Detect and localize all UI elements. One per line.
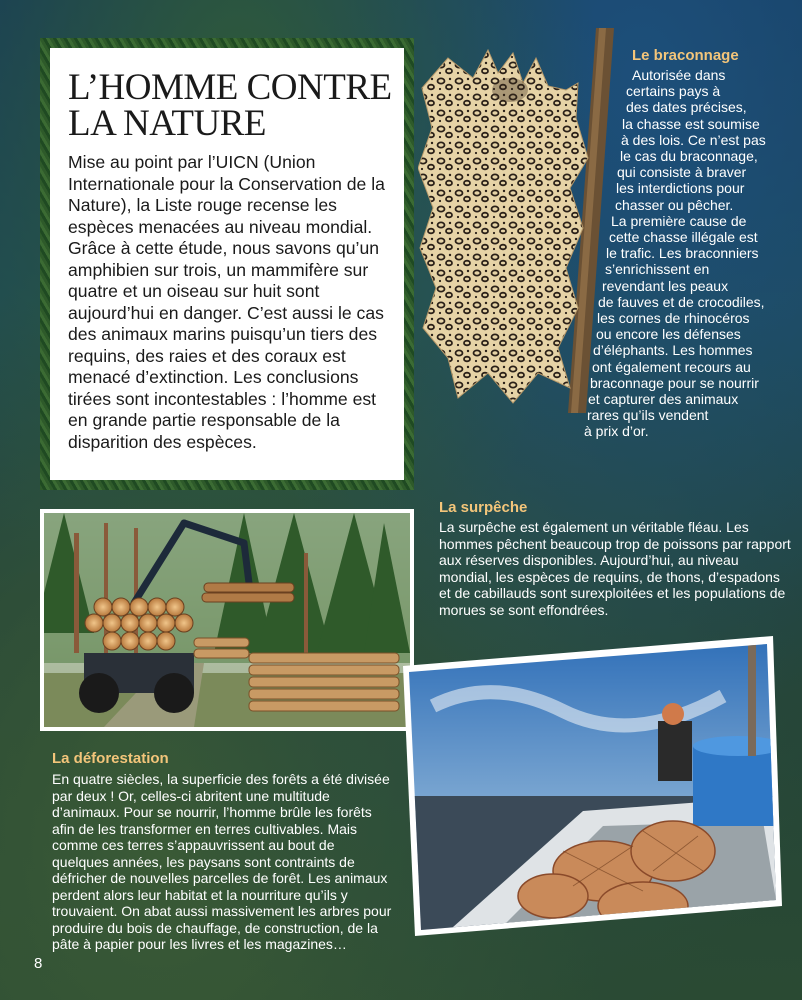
braconnage-line: braconnage pour se nourrir bbox=[590, 374, 759, 391]
title-line-2: LA NATURE bbox=[68, 103, 266, 144]
braconnage-line: rares qu’ils vendent bbox=[587, 407, 709, 424]
braconnage-line: qui consiste à braver bbox=[617, 164, 747, 181]
page-number: 8 bbox=[34, 955, 43, 972]
braconnage-line: les cornes de rhinocéros bbox=[597, 310, 750, 326]
intro-box bbox=[40, 38, 414, 490]
braconnage-heading: Le braconnage bbox=[632, 47, 739, 64]
intro-paragraph: Mise au point par l’UICN (Union Internationale pour la Conservation de la Nature), la Liste rouge recense les espèces menacées au niveau mondial. Grâce à cette étude, nous savons qu’un amphibien sur trois, un mammifère sur quatre et un oiseau sur huit sont aujourd’hui en danger. C’est aussi le cas des animaux marins puisqu’un tiers des requins, des raies et des coraux est menacé d’extinction. Les conclusions tirées sont incontestables : l’homme est en grande partie responsable de la disparition des espèces. bbox=[68, 152, 385, 452]
page-title bbox=[68, 67, 392, 144]
deforestation-paragraph: En quatre siècles, la superficie des forêts a été divisée par deux ! Or, celles-ci abritent une multitude d’animaux. Pour se nourrir, l’homme brûle les forêts afin de les transformer en terres cultivables. Mais comme ces terres s’appauvrissent au bout de quelques années, les paysans sont contraints de défricher de nouvelles parcelles de forêt. Les animaux perdent alors leur habitat et la nourriture qu’ils y trouvaient. On abat aussi massivement les arbres pour produire du bois de chauffage, de construction, de la pâte à papier pour les livres et les magazines… bbox=[52, 771, 392, 952]
forest-logging-photo bbox=[40, 509, 414, 731]
braconnage-line: à prix d’or. bbox=[584, 423, 649, 440]
leopard-skin bbox=[418, 50, 588, 403]
braconnage-line: ou encore les défenses bbox=[596, 326, 741, 343]
braconnage-line: revendant les peaux bbox=[602, 277, 729, 294]
braconnage-line: à des lois. Ce n’est pas bbox=[621, 131, 766, 148]
deforestation-heading: La déforestation bbox=[52, 750, 169, 767]
braconnage-line: La première cause de bbox=[611, 212, 747, 229]
braconnage-line: cette chasse illégale est bbox=[609, 229, 758, 245]
braconnage-line: le cas du braconnage, bbox=[620, 148, 758, 164]
surpeche-paragraph: La surpêche est également un véritable fléau. Les hommes pêchent beaucoup trop de poissons par rapport aux réserves disponibles. Aujourd’hui, au niveau mondial, les espèces de requins, de thons, d’espadons et de cabillauds sont surexploitées et les populations de morues se sont effondrées. bbox=[439, 519, 791, 618]
fishing-boat-photo bbox=[403, 636, 782, 936]
braconnage-line: les interdictions pour bbox=[616, 180, 745, 197]
braconnage-line: chasser ou pêcher. bbox=[615, 196, 734, 213]
surpeche-heading: La surpêche bbox=[439, 499, 528, 516]
braconnage-line: s’enrichissent en bbox=[605, 261, 710, 278]
braconnage-line: et capturer des animaux bbox=[588, 391, 739, 407]
leopard-skin-image bbox=[418, 28, 628, 413]
braconnage-line: des dates précises, bbox=[626, 99, 747, 116]
braconnage-line: la chasse est soumise bbox=[622, 115, 760, 132]
logging-illustration bbox=[44, 513, 410, 727]
braconnage-line: le trafic. Les braconniers bbox=[606, 245, 759, 262]
braconnage-line: de fauves et de crocodiles, bbox=[598, 293, 765, 310]
braconnage-line: ont également recours au bbox=[592, 358, 751, 375]
braconnage-line: d’éléphants. Les hommes bbox=[593, 342, 753, 359]
intro-panel bbox=[50, 48, 404, 480]
braconnage-line: Autorisée dans bbox=[632, 67, 726, 83]
braconnage-line: certains pays à bbox=[626, 83, 721, 100]
title-line-1: L’HOMME CONTRE bbox=[68, 67, 392, 108]
